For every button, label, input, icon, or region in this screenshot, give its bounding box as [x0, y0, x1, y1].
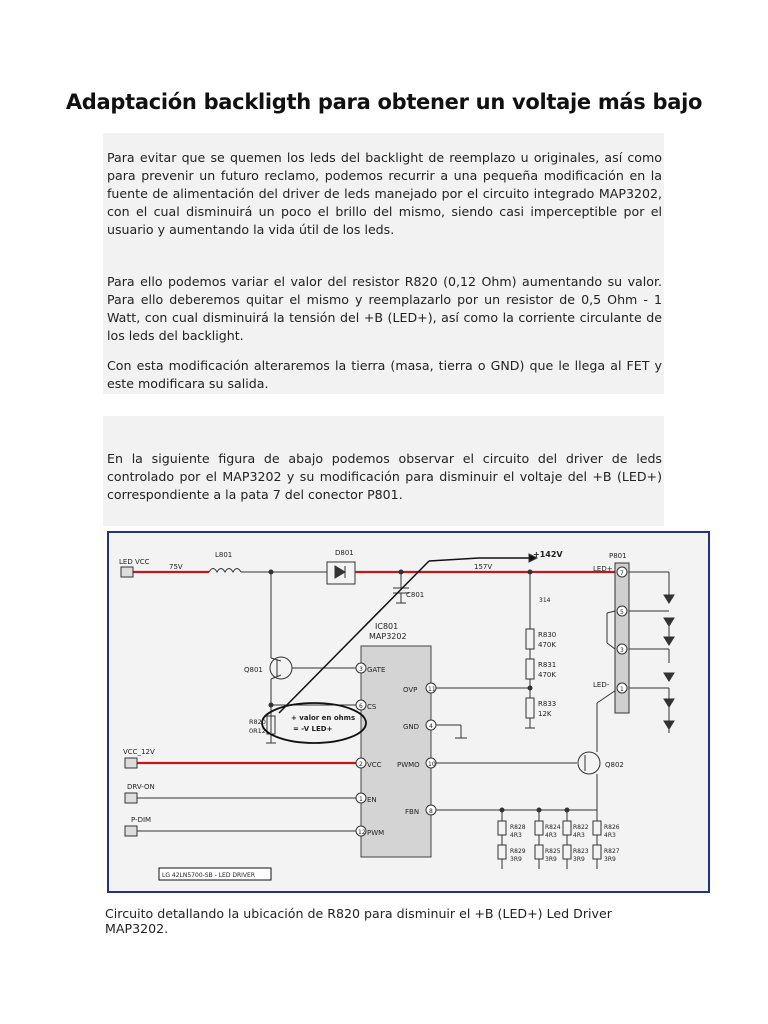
pin-fbn-number: 8	[429, 808, 433, 815]
conn-pin-7: 7	[620, 570, 624, 577]
paragraph-intro: Para evitar que se quemen los leds del backlight de reemplazo u originales, así como para prevenir un futuro reclamo, podemos recurrir a una pequeña modificación en la fuente de alimentación del driver de leds manejado por el circuito integrado MAP3202, con el cual disminuirá un poco el brillo del mismo, siendo casi imperceptible por el usuario y aumentando la vida útil de los leds.	[107, 150, 662, 237]
r825-value: 3R9	[545, 856, 557, 863]
r828-label: R828	[510, 824, 526, 831]
drv-on-label: DRV-ON	[127, 783, 155, 791]
v75-label: 75V	[169, 563, 183, 571]
pin-pwmo-number: 10	[428, 761, 436, 768]
r823-label: R823	[573, 848, 589, 855]
pin-gate-label: GATE	[367, 666, 386, 674]
pin-vcc-label: VCC	[367, 761, 382, 769]
r823-value: 3R9	[573, 856, 585, 863]
r826-label: R826	[604, 824, 620, 831]
board-label: LG 42LN5700-SB - LED DRIVER	[162, 872, 255, 879]
p801-label: P801	[609, 552, 627, 560]
pin-cs-number: 6	[359, 703, 363, 710]
r830-label: R830	[538, 631, 557, 639]
pin-pwm-label: PWM	[367, 829, 385, 837]
r831-label: R831	[538, 661, 557, 669]
r833-value: 12K	[538, 710, 552, 718]
r825-label: R825	[545, 848, 561, 855]
led-plus-label: LED+	[593, 565, 613, 573]
pin-ovp-number: 11	[428, 686, 436, 693]
paragraph-figure-intro: En la siguiente figura de abajo podemos observar el circuito del driver de leds controlado por el MAP3202 y su modificación para disminuir el voltaje del +B (LED+) correspondiente a la pata 7 del conector P801.	[107, 451, 662, 502]
v142-label: +142V	[533, 550, 563, 559]
r827-label: R827	[604, 848, 620, 855]
led-vcc-label: LED VCC	[119, 558, 150, 566]
pin-fbn-label: FBN	[405, 808, 420, 816]
ic-part-label: MAP3202	[369, 632, 407, 641]
r820-value: 0R12	[249, 727, 266, 735]
v157-label: 157V	[474, 563, 493, 571]
conn-pin-5: 5	[620, 609, 624, 616]
l801-label: L801	[215, 551, 233, 559]
paragraph-ground: Con esta modificación alteraremos la tierra (masa, tierra o GND) que le llega al FET y este modificara su salida.	[107, 358, 662, 391]
r830-value: 470K	[538, 641, 556, 649]
r826-value: 4R3	[604, 832, 616, 839]
r828-value: 4R3	[510, 832, 522, 839]
r831-value: 470K	[538, 671, 556, 679]
r824-value: 4R3	[545, 832, 557, 839]
c801-label: C801	[406, 591, 425, 599]
pin-gnd-number: 4	[429, 723, 433, 730]
pin-cs-label: CS	[367, 703, 377, 711]
q801-label: Q801	[244, 666, 263, 674]
q802-label: Q802	[605, 761, 624, 769]
pin-ovp-label: OVP	[403, 686, 418, 694]
r822-label: R822	[573, 824, 589, 831]
r833-label: R833	[538, 700, 557, 708]
r827-value: 3R9	[604, 856, 616, 863]
r820-label: R820	[249, 718, 266, 726]
p-dim-label: P-DIM	[131, 816, 152, 824]
pin-pwm-number: 12	[358, 829, 366, 836]
pin-gate-number: 3	[359, 666, 363, 673]
conn-pin-3: 3	[620, 647, 624, 654]
annotation-line2: = -V LED+	[293, 725, 333, 733]
r829-value: 3R9	[510, 856, 522, 863]
d801-label: D801	[335, 549, 354, 557]
r314-label: 314	[539, 597, 551, 604]
pin-en-number: 1	[359, 796, 363, 803]
led-minus-label: LED-	[593, 681, 610, 689]
paragraph-r820: Para ello podemos variar el valor del resistor R820 (0,12 Ohm) aumentando su valor. Para ello deberemos quitar el mismo y reemplazarlo por un resistor de 0,5 Ohm - 1 Watt, con cual disminuirá la tensión del +B (LED+), así como la corriente circulante de los leds del backlight.	[107, 274, 662, 343]
vcc12-label: VCC_12V	[123, 748, 155, 756]
conn-pin-1: 1	[620, 686, 624, 693]
pin-vcc-number: 2	[359, 761, 363, 768]
annotation-line1: + valor en ohms	[291, 714, 356, 722]
page-title: Adaptación backligth para obtener un voltaje más bajo	[65, 90, 703, 114]
r822-value: 4R3	[573, 832, 585, 839]
schematic-figure	[107, 531, 710, 893]
pin-gnd-label: GND	[403, 723, 420, 731]
pin-en-label: EN	[367, 796, 377, 804]
pin-pwmo-label: PWMO	[397, 761, 420, 769]
ic-name-label: IC801	[375, 622, 399, 631]
r829-label: R829	[510, 848, 526, 855]
figure-caption: Circuito detallando la ubicación de R820 para disminuir el +B (LED+) Led Driver MAP3202.	[105, 906, 612, 936]
led-driver-schematic	[109, 533, 708, 891]
r824-label: R824	[545, 824, 561, 831]
